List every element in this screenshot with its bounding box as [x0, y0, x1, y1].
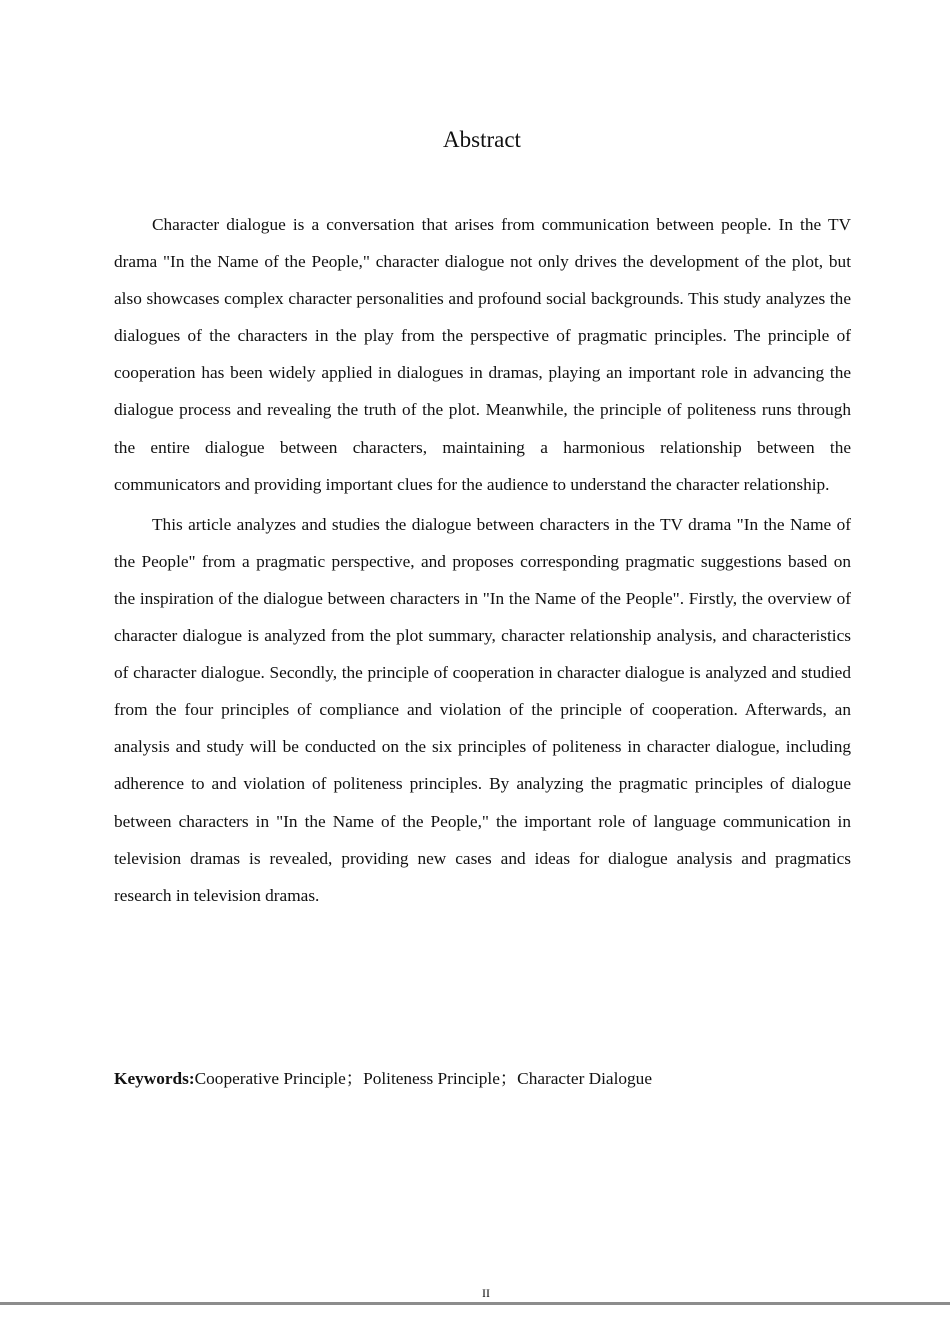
- keywords-label: Keywords:: [114, 1069, 195, 1088]
- keywords-list: Cooperative Principle；Politeness Principle；Character Dialogue: [194, 1069, 652, 1088]
- abstract-title: Abstract: [443, 127, 521, 152]
- abstract-paragraph-1: Character dialogue is a conversation that arises from communication between people. In the TV drama "In the Name of the People," character dialogue not only drives the development of the plot, but also showcases complex character personalities and profound social backgrounds. This study analyzes the dialogues of the characters in the play from the perspective of pragmatic principles. The principle of cooperation has been widely applied in dialogues in dramas, playing an important role in advancing the dialogue process and revealing the truth of the plot. Meanwhile, the principle of politeness runs through the entire dialogue between characters, maintaining a harmonious relationship between the communicators and providing important clues for the audience to understand the character relationship.: [114, 215, 851, 494]
- footer-divider: [0, 1302, 950, 1305]
- abstract-body: [114, 206, 851, 917]
- page-number: II: [482, 1286, 490, 1300]
- abstract-paragraph-2: This article analyzes and studies the dialogue between characters in the TV drama "In the Name of the People" from a pragmatic perspective, and proposes corresponding pragmatic suggestions based on the inspiration of the dialogue between characters in "In the Name of the People". Firstly, the overview of character dialogue is analyzed from the plot summary, character relationship analysis, and characteristics of character dialogue. Secondly, the principle of cooperation in character dialogue is analyzed and studied from the four principles of compliance and violation of the principle of cooperation. Afterwards, an analysis and study will be conducted on the six principles of politeness in character dialogue, including adherence to and violation of politeness principles. By analyzing the pragmatic principles of dialogue between characters in "In the Name of the People," the important role of language communication in television dramas is revealed, providing new cases and ideas for dialogue analysis and pragmatics research in television dramas.: [114, 514, 851, 905]
- keywords-line: [114, 1063, 851, 1095]
